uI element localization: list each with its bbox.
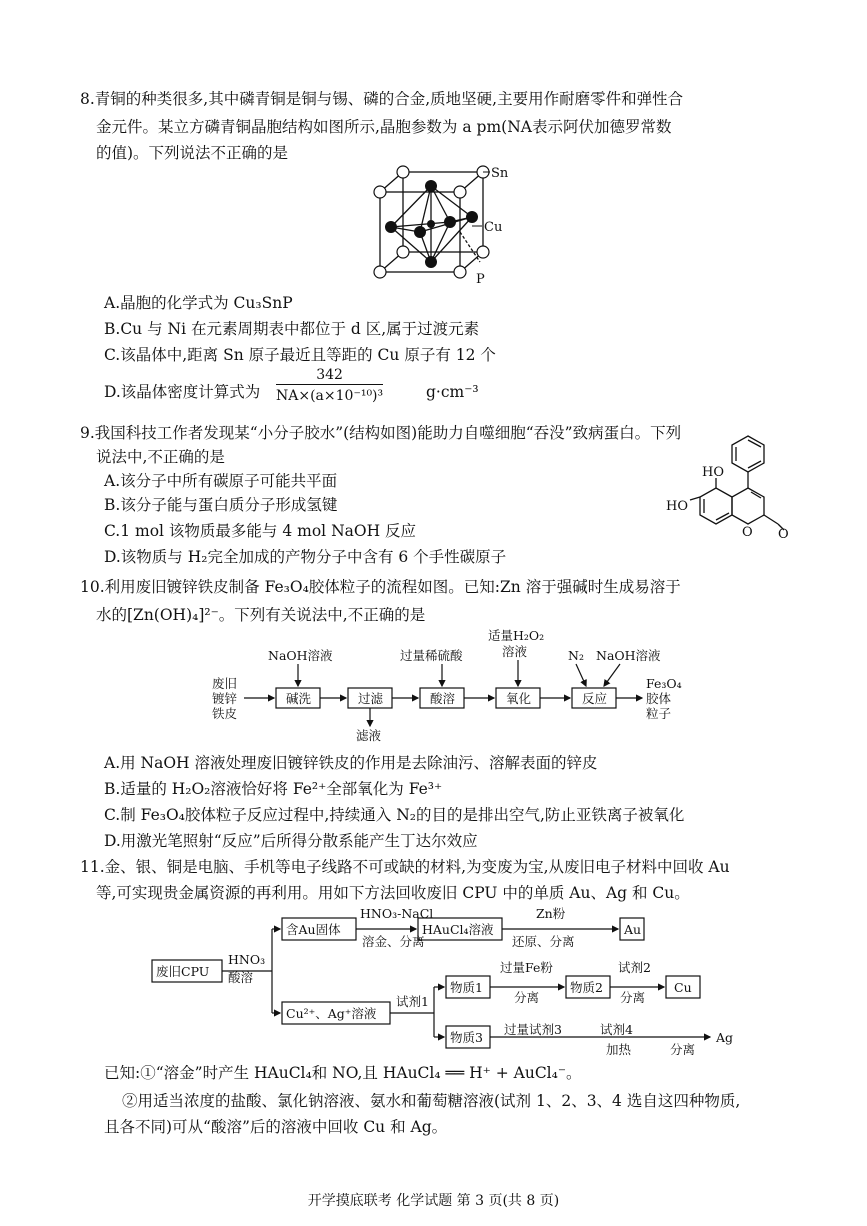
- flow-cpu: 废旧CPU: [156, 964, 210, 979]
- q9-line1: 9.我国科技工作者发现某“小分子胶水”(结构如图)能助力自噬细胞“吞没”致病蛋白。下列: [80, 424, 682, 442]
- flow-reagent-2: 试剂2: [618, 960, 651, 975]
- q11-line2: 等,可实现贵金属资源的再利用。用如下方法回收废旧 CPU 中的单质 Au、Ag 和 Cu。: [96, 884, 690, 902]
- flow-dissolve-gold: 溶金、分离: [362, 934, 425, 949]
- q10-line1: 10.利用废旧镀锌铁皮制备 Fe₃O₄胶体粒子的流程如图。已知:Zn 溶于强碱时生成易溶于: [80, 578, 681, 596]
- label-ho-left: HO: [666, 499, 688, 514]
- flow-naoh: NaOH溶液: [268, 648, 333, 663]
- molecule-structure: [664, 430, 804, 570]
- flow-fe-powder: 过量Fe粉: [500, 960, 553, 975]
- flow-h2o2-solution: 溶液: [502, 644, 528, 659]
- cpu-recovery-flow-diagram: [150, 906, 790, 1056]
- q9-line2: 说法中,不正确的是: [96, 448, 225, 466]
- zinc-flow-diagram: [200, 626, 720, 750]
- flow-acid-dissolve: 酸溶: [228, 970, 254, 985]
- q8-option-b: B.Cu 与 Ni 在元素周期表中都位于 d 区,属于过渡元素: [104, 320, 480, 338]
- flow-cu: Cu: [674, 980, 692, 995]
- flow-reduce: 还原、分离: [512, 934, 575, 949]
- q10-line2: 水的[Zn(OH)₄]²⁻。下列有关说法中,不正确的是: [96, 606, 426, 624]
- flow-reagent-1: 试剂1: [396, 994, 429, 1009]
- q9-option-d: D.该物质与 H₂完全加成的产物分子中含有 6 个手性碳原子: [104, 548, 507, 566]
- flow-ions: Cu²⁺、Ag⁺溶液: [286, 1006, 377, 1021]
- flow-start-3: 铁皮: [212, 706, 238, 721]
- flow-separate-1: 分离: [514, 990, 540, 1005]
- flow-filtrate: 滤液: [356, 728, 382, 743]
- label-sn: Sn: [491, 166, 509, 181]
- q10-option-c: C.制 Fe₃O₄胶体粒子反应过程中,持续通入 N₂的目的是排出空气,防止亚铁离子被氧化: [104, 806, 685, 824]
- flow-substance-1: 物质1: [450, 980, 483, 995]
- fraction-denominator: NA×(a×10⁻¹⁰)³: [276, 384, 383, 405]
- q11-line1: 11.金、银、铜是电脑、手机等电子线路不可或缺的材料,为变废为宝,从废旧电子材料中回收 Au: [80, 858, 730, 876]
- flow-substance-2: 物质2: [570, 980, 603, 995]
- page-footer: 开学摸底联考 化学试题 第 3 页(共 8 页): [307, 1193, 560, 1209]
- flow-au-solid: 含Au固体: [286, 922, 341, 937]
- flow-h2o2: 适量H₂O₂: [488, 628, 545, 643]
- label-cu: Cu: [484, 220, 503, 235]
- flow-n2: N₂: [568, 648, 584, 663]
- label-ho-top: HO: [702, 465, 724, 480]
- flow-end-2: 胶体: [646, 691, 672, 706]
- flow-zn-powder: Zn粉: [536, 906, 566, 921]
- label-p: P: [476, 272, 485, 287]
- density-unit: g·cm⁻³: [426, 383, 479, 401]
- q10-option-a: A.用 NaOH 溶液处理废旧镀锌铁皮的作用是去除油污、溶解表面的锌皮: [104, 754, 598, 772]
- q10-option-b: B.适量的 H₂O₂溶液恰好将 Fe²⁺全部氧化为 Fe³⁺: [104, 780, 443, 798]
- q8-line3: 的值)。下列说法不正确的是: [96, 144, 289, 162]
- q11-known-1: 已知:①“溶金”时产生 HAuCl₄和 NO,且 HAuCl₄ ══ H⁺ + AuCl₄⁻。: [104, 1064, 582, 1082]
- q9-option-c: C.1 mol 该物质最多能与 4 mol NaOH 反应: [104, 522, 417, 540]
- flow-naoh-2: NaOH溶液: [596, 648, 661, 663]
- flow-box-filter: 过滤: [358, 691, 384, 706]
- flow-substance-3: 物质3: [450, 1030, 483, 1045]
- q9-option-a: A.该分子中所有碳原子可能共平面: [104, 472, 338, 490]
- flow-separate-3: 分离: [670, 1042, 696, 1056]
- fraction-numerator: 342: [316, 367, 343, 383]
- label-ring-o: O: [742, 525, 753, 540]
- flow-start-1: 废旧: [212, 676, 238, 691]
- flow-box-react: 反应: [582, 691, 608, 706]
- q8-line1: 8.青铜的种类很多,其中磷青铜是铜与锡、磷的合金,质地坚硬,主要用作耐磨零件和弹性合: [80, 90, 684, 108]
- q8-option-c: C.该晶体中,距离 Sn 原子最近且等距的 Cu 原子有 12 个: [104, 346, 496, 364]
- density-fraction: [276, 366, 383, 405]
- flow-box-acid: 酸溶: [430, 691, 456, 706]
- flow-end-1: Fe₃O₄: [646, 676, 682, 691]
- flow-separate-2: 分离: [620, 990, 646, 1005]
- crystal-cell-diagram: [360, 160, 510, 288]
- q10-option-d: D.用激光笔照射“反应”后所得分散系能产生丁达尔效应: [104, 832, 478, 850]
- q8-option-a: A.晶胞的化学式为 Cu₃SnP: [104, 294, 293, 312]
- label-carbonyl-o: O: [778, 527, 789, 542]
- q11-known-3: 且各不同)可从“酸溶”后的溶液中回收 Cu 和 Ag。: [104, 1118, 448, 1136]
- flow-reagent-3: 过量试剂3: [504, 1022, 562, 1037]
- q8-line2: 金元件。某立方磷青铜晶胞结构如图所示,晶胞参数为 a pm(NA表示阿伏加德罗常数: [96, 118, 672, 136]
- flow-reagent-4: 试剂4: [600, 1022, 633, 1037]
- q9-option-b: B.该分子能与蛋白质分子形成氢键: [104, 496, 338, 514]
- flow-start-2: 镀锌: [212, 691, 238, 706]
- q11-known-2: ②用适当浓度的盐酸、氯化钠溶液、氨水和葡萄糖溶液(试剂 1、2、3、4 选自这四种物质,: [122, 1092, 741, 1110]
- flow-ag: Ag: [716, 1030, 734, 1045]
- flow-au: Au: [624, 922, 642, 937]
- flow-end-3: 粒子: [646, 706, 672, 721]
- flow-box-wash: 碱洗: [286, 691, 312, 706]
- flow-haucl4: HAuCl₄溶液: [422, 922, 494, 937]
- flow-hno3-nacl: HNO₃-NaCl: [360, 906, 434, 921]
- flow-box-oxidize: 氧化: [506, 691, 532, 706]
- flow-h2so4: 过量稀硫酸: [400, 648, 463, 663]
- q8-option-d-prefix: D.该晶体密度计算式为: [104, 383, 261, 401]
- flow-hno3: HNO₃: [228, 952, 266, 967]
- flow-heat: 加热: [606, 1042, 632, 1056]
